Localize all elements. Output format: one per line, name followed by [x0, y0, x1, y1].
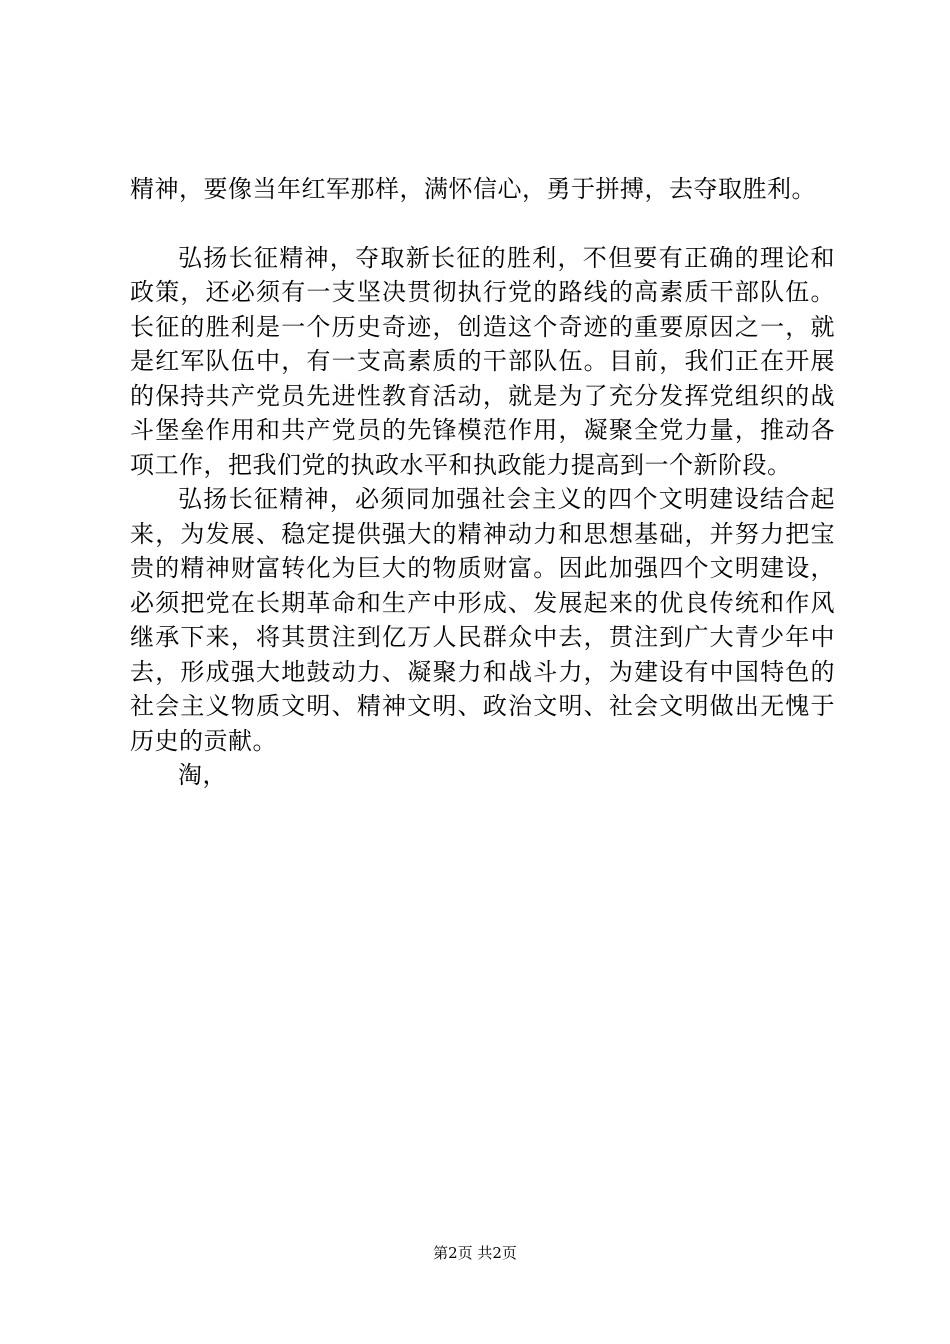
paragraph-continuation: 精神，要像当年红军那样，满怀信心，勇于拼搏，去夺取胜利。 [130, 175, 816, 203]
page-footer [0, 1243, 950, 1263]
page-number-indicator: 第2页 共2页 [433, 1244, 517, 1262]
document-body [130, 172, 835, 793]
paragraph-cadre-team: 弘扬长征精神，夺取新长征的胜利，不但要有正确的理论和政策，还必须有一支坚决贯彻执行党的路线的高素质干部队伍。长征的胜利是一个历史奇迹，创造这个奇迹的重要原因之一，就是红军队伍中，有一支高素质的干部队伍。目前，我们正在开展的保持共产党员先进性教育活动，就是为了充分发挥党组织的战斗堡垒作用和共产党员的先锋模范作用，凝聚全党力量，推动各项工作，把我们党的执政水平和执政能力提高到一个新阶段。 [130, 243, 835, 479]
paragraph-trailing-fragment: 淘， [178, 761, 227, 789]
paragraph-four-civilizations: 弘扬长征精神，必须同加强社会主义的四个文明建设结合起来，为发展、稳定提供强大的精神动力和思想基础，并努力把宝贵的精神财富转化为巨大的物质财富。因此加强四个文明建设，必须把党在长期革命和生产中形成、发展起来的优良传统和作风继承下来，将其贯注到亿万人民群众中去，贯注到广大青少年中去，形成强大地鼓动力、凝聚力和战斗力，为建设有中国特色的社会主义物质文明、精神文明、政治文明、社会文明做出无愧于历史的贡献。 [130, 485, 835, 755]
